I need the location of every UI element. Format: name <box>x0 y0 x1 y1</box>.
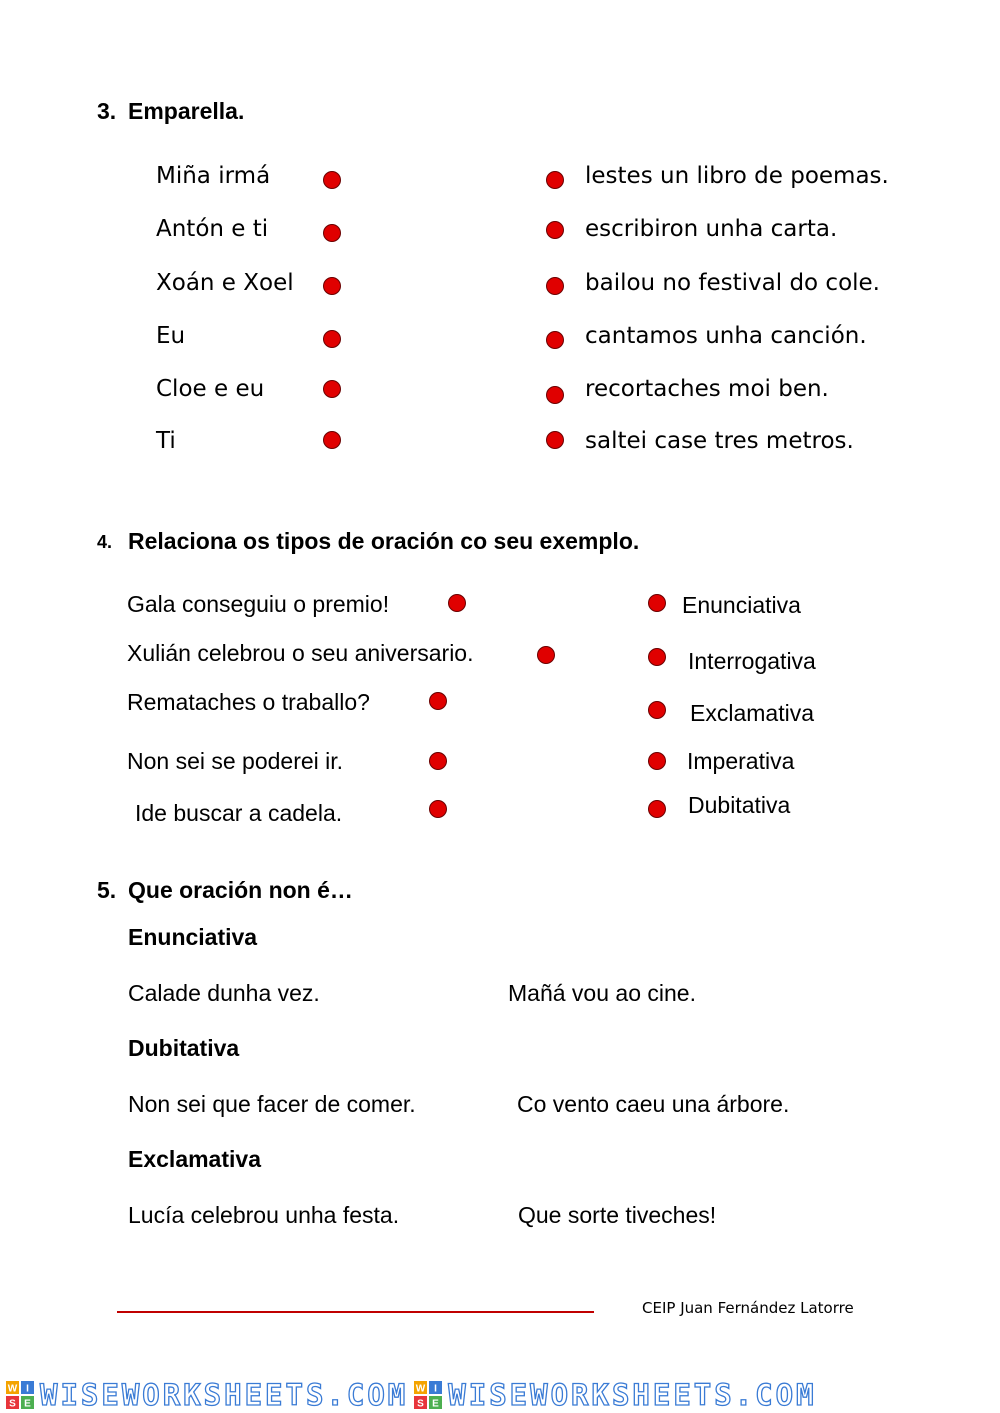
match-right-item: escribiron unha carta. <box>585 216 838 242</box>
relate-right-dot[interactable] <box>648 701 666 719</box>
option-b[interactable]: Mañá vou ao cine. <box>508 980 696 1006</box>
option-b[interactable]: Que sorte tiveches! <box>518 1202 717 1228</box>
relate-left-dot[interactable] <box>448 594 466 612</box>
logo-letter: E <box>432 1398 440 1409</box>
sentence-type: Imperativa <box>687 748 795 774</box>
match-right-dot[interactable] <box>546 331 564 349</box>
match-left-dot[interactable] <box>323 277 341 295</box>
watermark-text: WISEWORKSHEETS.COM <box>448 1377 817 1412</box>
option-b[interactable]: Co vento caeu una árbore. <box>517 1091 790 1117</box>
section5-number: 5. <box>97 877 117 903</box>
match-left-dot[interactable] <box>323 224 341 242</box>
relate-left-dot[interactable] <box>537 646 555 664</box>
watermark-text: WISEWORKSHEETS.COM <box>40 1377 409 1412</box>
match-right-dot[interactable] <box>546 386 564 404</box>
sentence-type: Interrogativa <box>688 648 816 674</box>
match-left-item: Antón e ti <box>156 216 269 242</box>
footer-rule <box>117 1311 594 1313</box>
match-left-item: Cloe e eu <box>156 376 265 402</box>
relate-right-dot[interactable] <box>648 800 666 818</box>
option-a[interactable]: Lucía celebrou unha festa. <box>128 1202 400 1228</box>
relate-right-dot[interactable] <box>648 594 666 612</box>
sentence-example: Gala conseguiu o premio! <box>127 591 390 617</box>
group-label: Enunciativa <box>128 924 258 950</box>
logo-letter: S <box>9 1398 16 1409</box>
logo-letter: I <box>434 1383 438 1394</box>
logo-letter: W <box>416 1383 426 1394</box>
footer-school: CEIP Juan Fernández Latorre <box>642 1299 854 1317</box>
match-right-dot[interactable] <box>546 431 564 449</box>
relate-right-dot[interactable] <box>648 752 666 770</box>
sentence-example: Xulián celebrou o seu aniversario. <box>127 640 474 666</box>
section3-number: 3. <box>97 98 117 124</box>
section4-number: 4. <box>97 532 113 552</box>
sentence-example: Ide buscar a cadela. <box>135 800 343 826</box>
match-right-dot[interactable] <box>546 277 564 295</box>
relate-left-dot[interactable] <box>429 692 447 710</box>
option-a[interactable]: Non sei que facer de comer. <box>128 1091 416 1117</box>
logo-letter: I <box>26 1383 29 1394</box>
match-right-item: bailou no festival do cole. <box>585 270 880 296</box>
sentence-example: Non sei se poderei ir. <box>127 748 344 774</box>
relate-left-dot[interactable] <box>429 752 447 770</box>
match-left-item: Miña irmá <box>156 163 271 189</box>
match-left-item: Xoán e Xoel <box>156 270 294 296</box>
logo-letter: E <box>24 1398 31 1409</box>
match-left-dot[interactable] <box>323 171 341 189</box>
logo-letter: W <box>7 1383 18 1394</box>
option-a[interactable]: Calade dunha vez. <box>128 980 320 1006</box>
sentence-type: Enunciativa <box>682 592 801 618</box>
relate-right-dot[interactable] <box>648 648 666 666</box>
group-label: Exclamativa <box>128 1146 261 1172</box>
match-right-item: cantamos unha canción. <box>585 323 867 349</box>
match-right-item: recortaches moi ben. <box>585 376 829 402</box>
section5-title: Que oración non é… <box>128 877 353 903</box>
wise-logo-icon <box>414 1381 442 1409</box>
relate-left-dot[interactable] <box>429 800 447 818</box>
match-left-item: Eu <box>156 323 186 349</box>
sentence-example: Remataches o traballo? <box>127 689 370 715</box>
match-left-item: Ti <box>156 428 176 454</box>
match-left-dot[interactable] <box>323 380 341 398</box>
match-right-item: lestes un libro de poemas. <box>585 163 889 189</box>
section4-title: Relaciona os tipos de oración co seu exemplo. <box>128 528 640 554</box>
match-right-item: saltei case tres metros. <box>585 428 854 454</box>
logo-letter: S <box>417 1398 425 1409</box>
match-left-dot[interactable] <box>323 431 341 449</box>
sentence-type: Dubitativa <box>688 792 791 818</box>
match-right-dot[interactable] <box>546 221 564 239</box>
watermark-banner <box>0 1376 1000 1413</box>
sentence-type: Exclamativa <box>690 700 814 726</box>
group-label: Dubitativa <box>128 1035 240 1061</box>
section3-title: Emparella. <box>128 98 245 124</box>
match-left-dot[interactable] <box>323 330 341 348</box>
match-right-dot[interactable] <box>546 171 564 189</box>
wise-logo-icon <box>6 1381 34 1409</box>
